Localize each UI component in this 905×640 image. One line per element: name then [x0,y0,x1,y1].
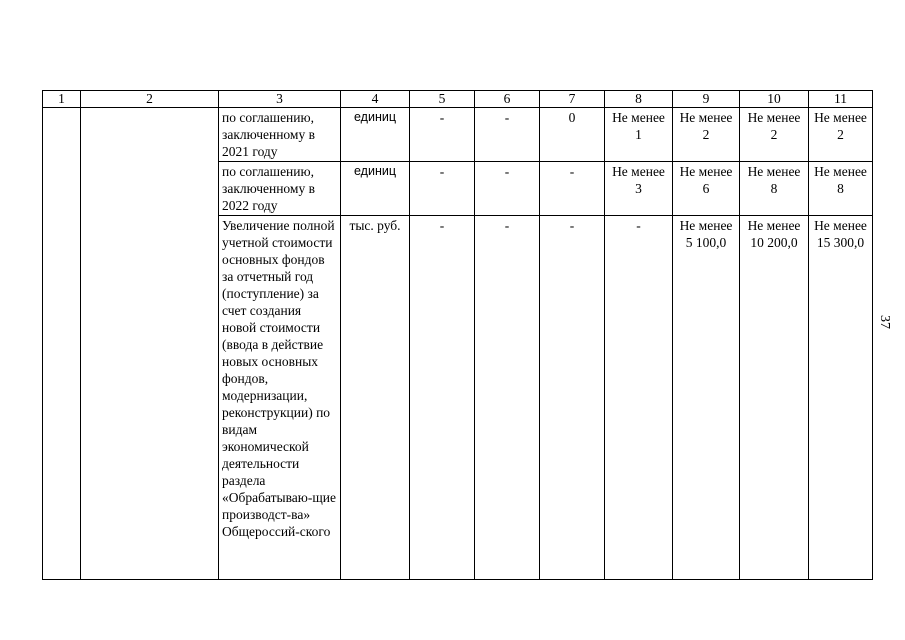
row-number-cell [43,108,81,580]
indicator-label: Увеличение полной учетной стоимости основных фондов за отчетный год (поступление) за счет создания новой стоимости (ввода в действие новых основных фондов, модернизации, реконструкции) по видам экономической деятельности раздела «Обрабатываю-щие производст-ва» Общероссий-ского [219,216,341,580]
column-number: 11 [809,91,873,108]
value-cell: - [475,216,540,580]
value-cell: - [540,162,605,216]
indicator-label: по соглашению, заключенному в 2022 году [219,162,341,216]
unit-cell: единиц [341,108,410,162]
indicator-name-cell [81,108,219,580]
column-number: 8 [605,91,673,108]
value-cell: Не менее 2 [673,108,740,162]
value-cell: Не менее 1 [605,108,673,162]
column-number: 4 [341,91,410,108]
column-number: 3 [219,91,341,108]
value-cell: - [475,162,540,216]
column-number: 10 [740,91,809,108]
column-number: 2 [81,91,219,108]
value-cell: 0 [540,108,605,162]
value-cell: - [605,216,673,580]
value-cell: Не менее 10 200,0 [740,216,809,580]
value-cell: - [410,108,475,162]
column-number: 1 [43,91,81,108]
value-cell: - [410,216,475,580]
value-cell: Не менее 3 [605,162,673,216]
value-cell: Не менее 6 [673,162,740,216]
value-cell: - [475,108,540,162]
value-cell: Не менее 5 100,0 [673,216,740,580]
indicator-label: по соглашению, заключенному в 2021 году [219,108,341,162]
column-number-row [43,91,873,108]
unit-cell: единиц [341,162,410,216]
column-number: 7 [540,91,605,108]
unit-cell: тыс. руб. [341,216,410,580]
value-cell: Не менее 15 300,0 [809,216,873,580]
value-cell: Не менее 2 [809,108,873,162]
value-cell: Не менее 2 [740,108,809,162]
table-row [43,108,873,162]
column-number: 5 [410,91,475,108]
value-cell: Не менее 8 [740,162,809,216]
indicators-table [42,90,873,580]
column-number: 6 [475,91,540,108]
page-number: 37 [877,315,892,329]
column-number: 9 [673,91,740,108]
value-cell: - [410,162,475,216]
value-cell: - [540,216,605,580]
value-cell: Не менее 8 [809,162,873,216]
